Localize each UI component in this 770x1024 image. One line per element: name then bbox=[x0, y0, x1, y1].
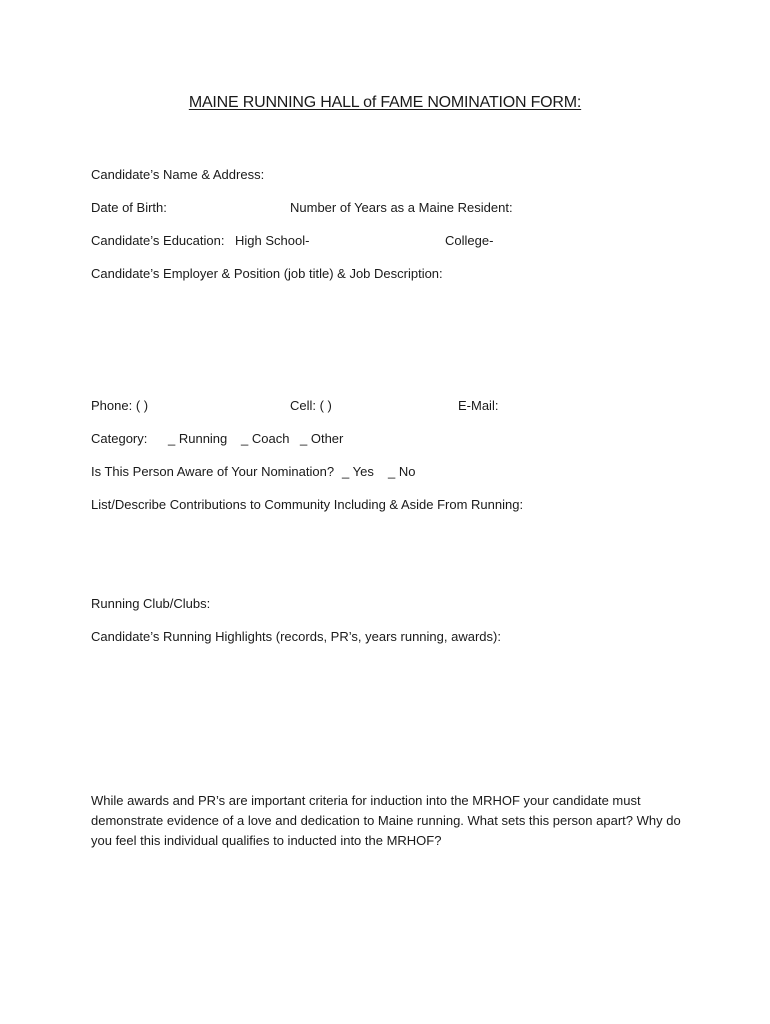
date-of-birth-label: Date of Birth: bbox=[91, 200, 167, 215]
email-label: E-Mail: bbox=[458, 398, 499, 413]
running-highlights-label: Candidate’s Running Highlights (records, PR’s, years running, awards): bbox=[91, 629, 501, 644]
employer-label: Candidate’s Employer & Position (job title) & Job Description: bbox=[91, 266, 443, 281]
years-resident-label: Number of Years as a Maine Resident: bbox=[290, 200, 513, 215]
category-running-option: _ Running bbox=[168, 431, 228, 446]
aware-question-label: Is This Person Aware of Your Nomination? bbox=[91, 464, 335, 479]
college-label: College- bbox=[445, 233, 494, 248]
closing-paragraph: While awards and PR’s are important criteria for induction into the MRHOF your candidate must demonstrate evidence of a love and dedication to Maine running. What sets this person apart? Why do you feel this individual qualifies to inducted into the MRHOF? bbox=[91, 793, 681, 848]
education-label: Candidate’s Education: bbox=[91, 233, 225, 248]
category-label: Category: bbox=[91, 431, 148, 446]
category-coach-option: _ Coach bbox=[241, 431, 290, 446]
contributions-label: List/Describe Contributions to Community Including & Aside From Running: bbox=[91, 497, 524, 512]
aware-yes-option: _ Yes bbox=[342, 464, 374, 479]
form-title: MAINE RUNNING HALL of FAME NOMINATION FORM: bbox=[188, 94, 582, 111]
high-school-label: High School- bbox=[235, 233, 310, 248]
candidate-name-address-label: Candidate’s Name & Address: bbox=[91, 167, 265, 182]
category-other-option: _ Other bbox=[300, 431, 344, 446]
cell-label: Cell: ( ) bbox=[290, 398, 332, 413]
phone-label: Phone: ( ) bbox=[91, 398, 149, 413]
aware-no-option: _ No bbox=[388, 464, 416, 479]
running-club-label: Running Club/Clubs: bbox=[91, 596, 211, 611]
